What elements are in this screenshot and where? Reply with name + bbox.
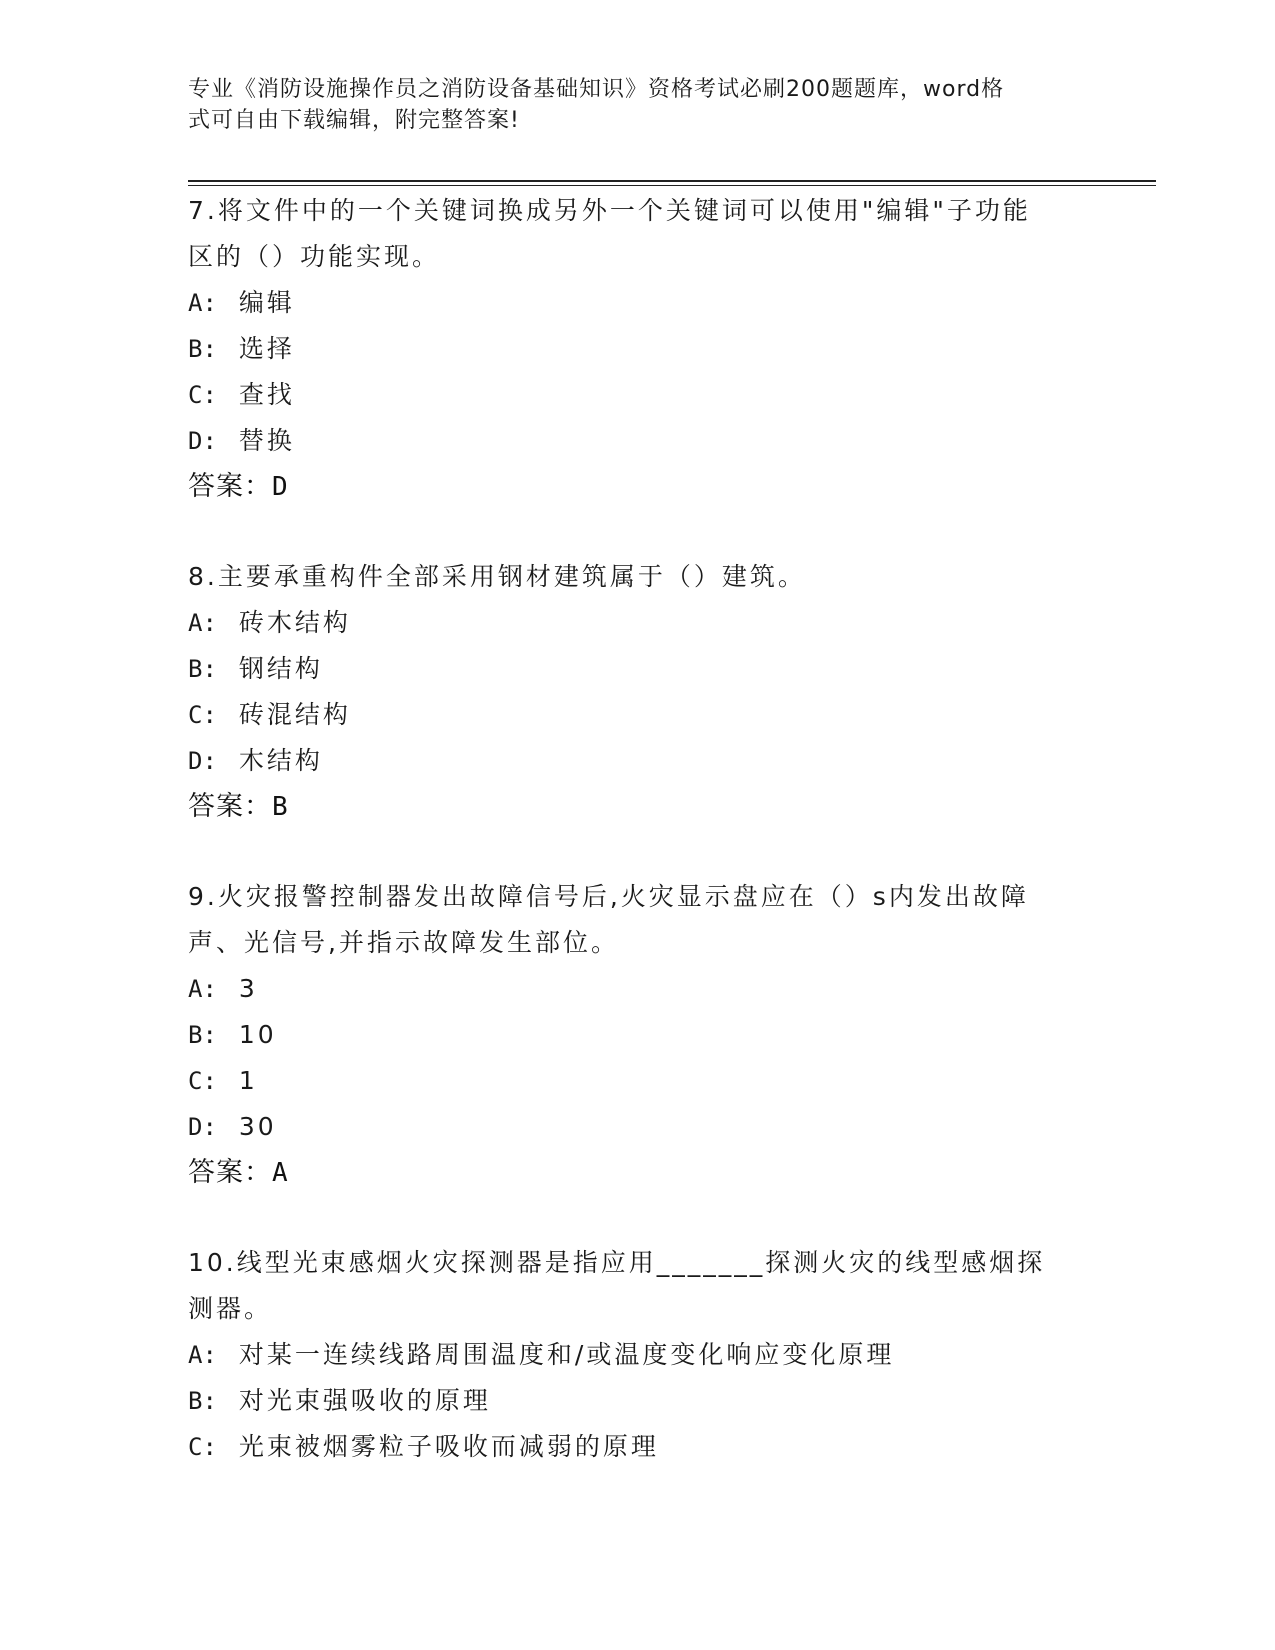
option-letter: D: bbox=[188, 1113, 217, 1141]
option-text: 30 bbox=[238, 1112, 277, 1141]
option-letter: C: bbox=[188, 381, 217, 409]
option-d bbox=[188, 738, 1088, 784]
answer-label: 答案： bbox=[188, 471, 272, 502]
option-text: 替换 bbox=[238, 426, 295, 455]
option-text: 对光束强吸收的原理 bbox=[238, 1386, 491, 1415]
question-7 bbox=[188, 188, 1088, 510]
option-letter: A: bbox=[188, 609, 217, 637]
option-text: 1 bbox=[238, 1066, 258, 1095]
option-letter: C: bbox=[188, 701, 217, 729]
option-letter: C: bbox=[188, 1433, 217, 1461]
option-a bbox=[188, 966, 1088, 1012]
option-letter: A: bbox=[188, 975, 217, 1003]
option-a bbox=[188, 600, 1088, 646]
option-b bbox=[188, 326, 1088, 372]
option-text: 砖木结构 bbox=[238, 608, 351, 637]
option-text: 砖混结构 bbox=[238, 700, 351, 729]
option-letter: A: bbox=[188, 1341, 217, 1369]
header-divider-thin bbox=[188, 185, 1156, 186]
option-text: 对某一连续线路周围温度和/或温度变化响应变化原理 bbox=[238, 1340, 895, 1369]
header-line-1: 专业《消防设施操作员之消防设备基础知识》资格考试必刷200题题库，word格 bbox=[188, 77, 1005, 102]
option-letter: B: bbox=[188, 655, 217, 683]
option-d bbox=[188, 418, 1088, 464]
option-c bbox=[188, 692, 1088, 738]
option-letter: A: bbox=[188, 289, 217, 317]
option-letter: D: bbox=[188, 427, 217, 455]
question-text-line: 8.主要承重构件全部采用钢材建筑属于（）建筑。 bbox=[188, 562, 806, 591]
option-text: 编辑 bbox=[238, 288, 295, 317]
question-8 bbox=[188, 554, 1088, 830]
option-b bbox=[188, 646, 1088, 692]
option-letter: B: bbox=[188, 1021, 217, 1049]
option-text: 查找 bbox=[238, 380, 295, 409]
option-letter: D: bbox=[188, 747, 217, 775]
answer-value: B bbox=[272, 792, 289, 822]
answer-label: 答案： bbox=[188, 1157, 272, 1188]
answer-label: 答案： bbox=[188, 791, 272, 822]
question-text-line: 测器。 bbox=[188, 1294, 273, 1323]
question-text-line: 声、光信号,并指示故障发生部位。 bbox=[188, 928, 619, 957]
option-letter: C: bbox=[188, 1067, 217, 1095]
question-9 bbox=[188, 874, 1088, 1196]
question-10 bbox=[188, 1240, 1088, 1470]
option-letter: B: bbox=[188, 1387, 217, 1415]
option-b bbox=[188, 1012, 1088, 1058]
option-text: 光束被烟雾粒子吸收而减弱的原理 bbox=[238, 1432, 659, 1461]
option-a bbox=[188, 1332, 1088, 1378]
question-text-line: 7.将文件中的一个关键词换成另外一个关键词可以使用"编辑"子功能 bbox=[188, 196, 1031, 225]
option-c bbox=[188, 372, 1088, 418]
document-header bbox=[188, 74, 1068, 136]
option-c bbox=[188, 1058, 1088, 1104]
option-b bbox=[188, 1378, 1088, 1424]
answer-value: D bbox=[272, 472, 289, 502]
header-divider-thick bbox=[188, 180, 1156, 182]
option-text: 选择 bbox=[238, 334, 295, 363]
answer-value: A bbox=[272, 1158, 289, 1188]
answer bbox=[188, 784, 1088, 830]
question-text-line: 10.线型光束感烟火灾探测器是指应用_______探测火灾的线型感烟探 bbox=[188, 1248, 1046, 1277]
question-text-line: 9.火灾报警控制器发出故障信号后,火灾显示盘应在（）s内发出故障 bbox=[188, 882, 1029, 911]
option-d bbox=[188, 1104, 1088, 1150]
option-text: 木结构 bbox=[238, 746, 323, 775]
option-text: 3 bbox=[238, 974, 258, 1003]
question-list bbox=[188, 188, 1088, 1470]
answer bbox=[188, 1150, 1088, 1196]
answer bbox=[188, 464, 1088, 510]
option-text: 10 bbox=[238, 1020, 277, 1049]
header-line-2: 式可自由下载编辑，附完整答案! bbox=[188, 108, 520, 133]
option-a bbox=[188, 280, 1088, 326]
option-c bbox=[188, 1424, 1088, 1470]
option-text: 钢结构 bbox=[238, 654, 323, 683]
option-letter: B: bbox=[188, 335, 217, 363]
question-text-line: 区的（）功能实现。 bbox=[188, 242, 441, 271]
